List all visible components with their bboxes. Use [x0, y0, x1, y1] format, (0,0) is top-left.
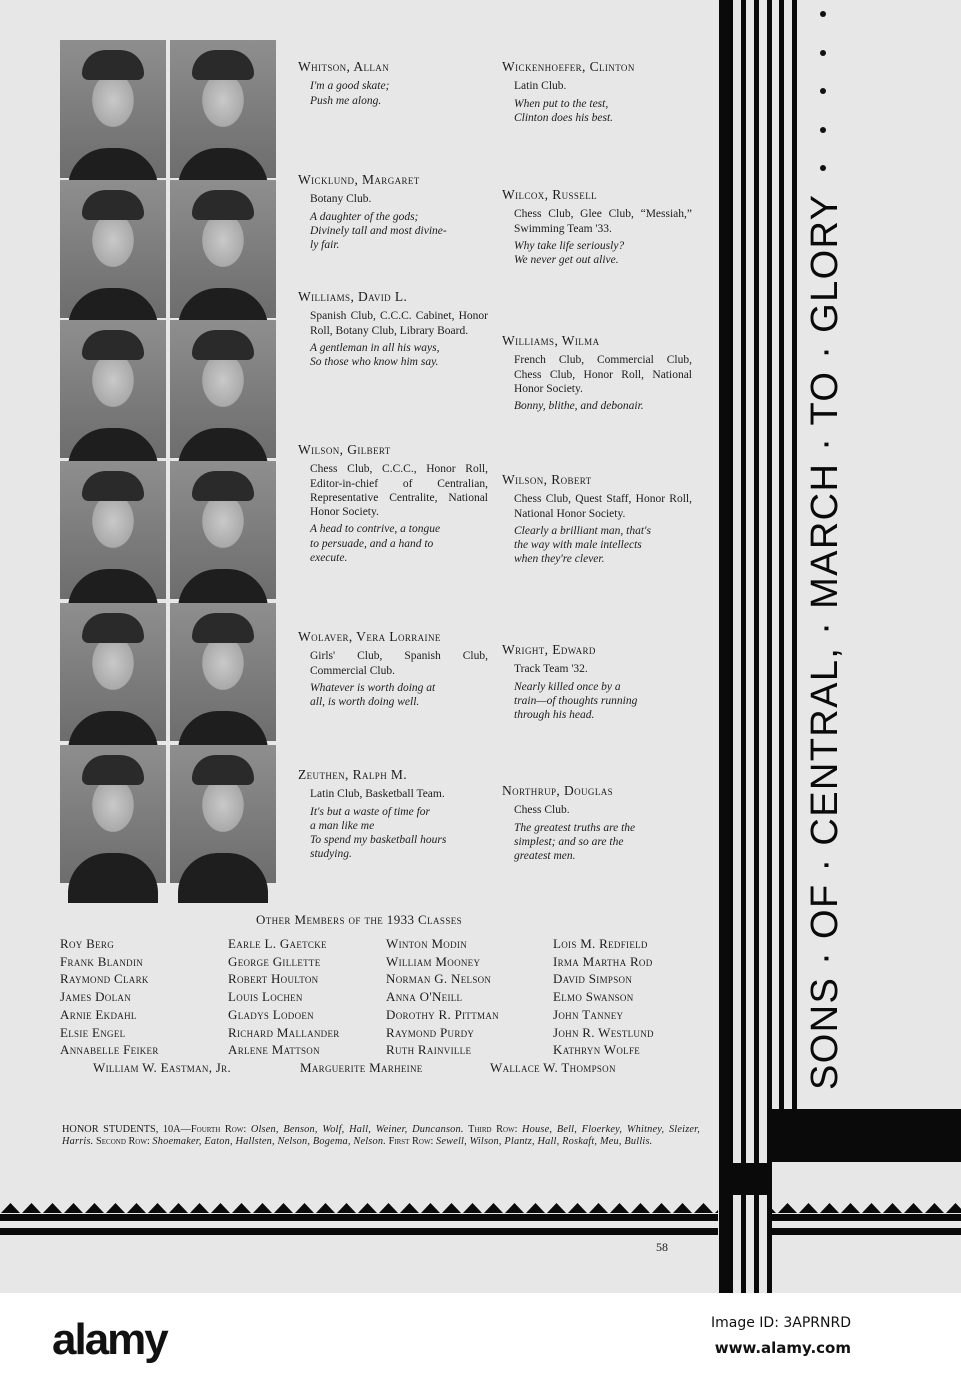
watermark-url: www.alamy.com	[714, 1339, 851, 1357]
member-name: Dorothy R. Pittman	[386, 1006, 499, 1022]
member-name: Robert Houlton	[228, 971, 319, 987]
portrait-hair	[82, 190, 144, 220]
member-name: John Tanney	[553, 1006, 624, 1022]
student-activities: Girls' Club, Spanish Club, Commercial Club.	[310, 650, 488, 677]
member-name: Arlene Mattson	[228, 1042, 320, 1058]
student-quote: Bonny, blithe, and debonair.	[514, 400, 644, 413]
student-activities: French Club, Commercial Club, Chess Club, Honor Roll, National Honor Society.	[514, 354, 692, 395]
member-name: Louis Lochen	[228, 989, 303, 1005]
student-name: Wright, Edward	[502, 642, 596, 657]
member-name: Earle L. Gaetcke	[228, 936, 327, 951]
member-name: Annabelle Feiker	[60, 1042, 159, 1058]
student-activities: Track Team '32.	[514, 663, 588, 676]
portrait-hair	[82, 330, 144, 360]
student-quote: The greatest truths are the simplest; and so are the greatest men.	[514, 821, 636, 863]
student-quote: I'm a good skate; Push me along.	[310, 80, 390, 107]
student-name: Whitson, Allan	[298, 59, 390, 74]
student-portrait	[60, 461, 166, 599]
portrait-hair	[82, 755, 144, 785]
portrait-hair	[192, 50, 254, 80]
member-name: William Mooney	[386, 953, 481, 969]
portrait-hair	[82, 471, 144, 501]
student-name: Wicklund, Margaret	[298, 172, 420, 187]
honor-row-label: Second Row:	[96, 1135, 150, 1147]
portrait-hair	[192, 471, 254, 501]
student-name: Northrup, Douglas	[502, 783, 614, 798]
student-portrait	[170, 745, 276, 883]
member-name: Lois M. Redfield	[553, 936, 648, 951]
member-name: Raymond Clark	[60, 971, 149, 987]
student-activities: Latin Club, Basketball Team.	[310, 788, 445, 801]
member-name: William W. Eastman, Jr.	[93, 1060, 232, 1075]
vertical-stripe	[719, 0, 733, 1293]
honor-title: HONOR STUDENTS, 10A—	[62, 1124, 191, 1135]
portrait-hair	[192, 755, 254, 785]
student-name: Wilson, Robert	[502, 472, 592, 487]
member-name: James Dolan	[60, 989, 131, 1005]
portrait-suit	[178, 853, 268, 903]
dot-ornament	[820, 11, 826, 17]
member-name: Roy Berg	[60, 936, 114, 951]
student-name: Wilcox, Russell	[502, 187, 597, 202]
member-name: Norman G. Nelson	[386, 971, 492, 987]
student-entry	[502, 784, 692, 863]
student-portrait	[60, 745, 166, 883]
student-entry	[298, 173, 488, 252]
other-members-heading: Other Members of the 1933 Classes	[255, 912, 463, 927]
portrait-suit	[68, 853, 158, 903]
vertical-stripe	[754, 0, 759, 1293]
honor-row-label: Third Row:	[468, 1124, 518, 1135]
student-portrait	[60, 180, 166, 318]
member-name: Kathryn Wolfe	[553, 1042, 641, 1058]
member-name: Gladys Lodoen	[228, 1006, 314, 1022]
student-portrait	[60, 603, 166, 741]
dot-ornament	[820, 165, 826, 171]
student-entry	[502, 643, 692, 722]
member-name: John R. Westlund	[553, 1024, 654, 1040]
member-name: Arnie Ekdahl	[60, 1006, 137, 1022]
student-portrait	[170, 180, 276, 318]
honor-row-names: Sewell, Wilson, Plantz, Hall, Roskaft, Meu, Bullis.	[436, 1135, 653, 1147]
slogan-text: SONS · OF · CENTRAL, · MARCH · TO · GLORY	[804, 195, 846, 1090]
vertical-stripe	[779, 0, 784, 1110]
student-name: Wickenhoefer, Clinton	[502, 59, 635, 74]
student-quote: Nearly killed once by a train—of thoughts running through his head.	[514, 680, 638, 722]
student-quote: When put to the test, Clinton does his best.	[514, 97, 614, 124]
student-name: Wolaver, Vera Lorraine	[298, 629, 441, 644]
student-activities: Latin Club.	[514, 80, 567, 93]
student-entry	[298, 443, 488, 565]
slogan-vertical	[804, 195, 846, 1095]
student-portrait	[170, 40, 276, 178]
student-activities: Chess Club, Glee Club, “Messiah,” Swimming Team '33.	[514, 208, 692, 235]
student-quote: A gentleman in all his ways, So those who know him say.	[310, 341, 440, 369]
dot-ornament	[820, 88, 826, 94]
portrait-hair	[192, 330, 254, 360]
member-name: Anna O'Neill	[386, 989, 463, 1005]
student-name: Wilson, Gilbert	[298, 442, 391, 457]
student-entry	[502, 60, 692, 125]
student-entry	[298, 768, 488, 862]
student-entry	[502, 334, 692, 413]
dot-ornament	[820, 50, 826, 56]
page-number: 58	[656, 1240, 668, 1254]
member-name: Ruth Rainville	[386, 1042, 472, 1058]
vertical-stripe	[792, 0, 797, 1110]
student-quote: Whatever is worth doing at all, is worth doing well.	[310, 681, 436, 709]
student-name: Williams, Wilma	[502, 333, 600, 348]
member-name: Wallace W. Thompson	[490, 1060, 616, 1075]
student-name: Zeuthen, Ralph M.	[298, 767, 408, 782]
alamy-logo: alamy	[52, 1315, 167, 1364]
honor-row-names: Olsen, Benson, Wolf, Hall, Weiner, Duncanson.	[250, 1124, 464, 1135]
vertical-stripe	[741, 0, 746, 1293]
student-portrait	[170, 461, 276, 599]
student-quote: A daughter of the gods; Divinely tall and most divine- ly fair.	[310, 210, 447, 252]
honor-row-label: Fourth Row:	[190, 1124, 247, 1135]
student-entry	[298, 60, 488, 108]
dot-ornament	[820, 127, 826, 133]
student-activities: Chess Club, C.C.C., Honor Roll, Editor-in-chief of Centralian, Representative Centralite, National Honor Society.	[310, 463, 488, 519]
member-name: George Gillette	[228, 953, 321, 969]
student-activities: Chess Club, Quest Staff, Honor Roll, National Honor Society.	[514, 493, 692, 520]
student-activities: Botany Club.	[310, 193, 372, 206]
student-quote: Clearly a brilliant man, that's the way with male intellects when they're clever.	[514, 524, 651, 566]
member-name: Richard Mallander	[228, 1024, 340, 1040]
honor-row-names: Shoemaker, Eaton, Hallsten, Nelson, Bogema, Nelson.	[152, 1135, 386, 1147]
student-portrait	[60, 40, 166, 178]
portrait-hair	[192, 190, 254, 220]
student-entry	[298, 630, 488, 709]
student-portrait	[170, 603, 276, 741]
triangle-border-decoration	[0, 1200, 961, 1240]
student-name: Williams, David L.	[298, 289, 408, 304]
stock-watermark-bar	[0, 1293, 961, 1390]
honor-row-names: House, Bell, Floerkey, Whitney, Sleizer, Harris.	[62, 1124, 701, 1147]
image-id: Image ID: 3APRNRD	[710, 1315, 851, 1331]
portrait-hair	[82, 613, 144, 643]
student-quote: Why take life seriously? We never get out alive.	[514, 239, 625, 267]
member-name: Marguerite Marheine	[300, 1060, 423, 1075]
black-square-decoration	[731, 1163, 771, 1195]
member-name: Winton Modin	[386, 936, 468, 951]
student-quote: A head to contrive, a tongue to persuade, and a hand to execute.	[310, 523, 441, 565]
student-entry	[502, 473, 692, 567]
student-quote: It's but a waste of time for a man like me To spend my basketball hours studying.	[310, 805, 447, 861]
member-name: Raymond Purdy	[386, 1024, 475, 1040]
member-name: Elmo Swanson	[553, 989, 634, 1005]
member-name: David Simpson	[553, 971, 633, 987]
member-name: Irma Martha Rod	[553, 953, 653, 969]
student-activities: Chess Club.	[514, 804, 570, 817]
vertical-stripe	[767, 0, 772, 1293]
honor-students-caption	[62, 1124, 700, 1147]
honor-row-label: First Row:	[388, 1135, 434, 1147]
student-entry	[298, 290, 488, 369]
portrait-hair	[192, 613, 254, 643]
member-name: Frank Blandin	[60, 953, 144, 969]
student-portrait	[170, 320, 276, 458]
horizontal-band	[771, 1109, 961, 1162]
member-name: Elsie Engel	[60, 1024, 126, 1040]
student-entry	[502, 188, 692, 267]
student-activities: Spanish Club, C.C.C. Cabinet, Honor Roll, Botany Club, Library Board.	[310, 310, 488, 337]
student-portrait	[60, 320, 166, 458]
portrait-hair	[82, 50, 144, 80]
